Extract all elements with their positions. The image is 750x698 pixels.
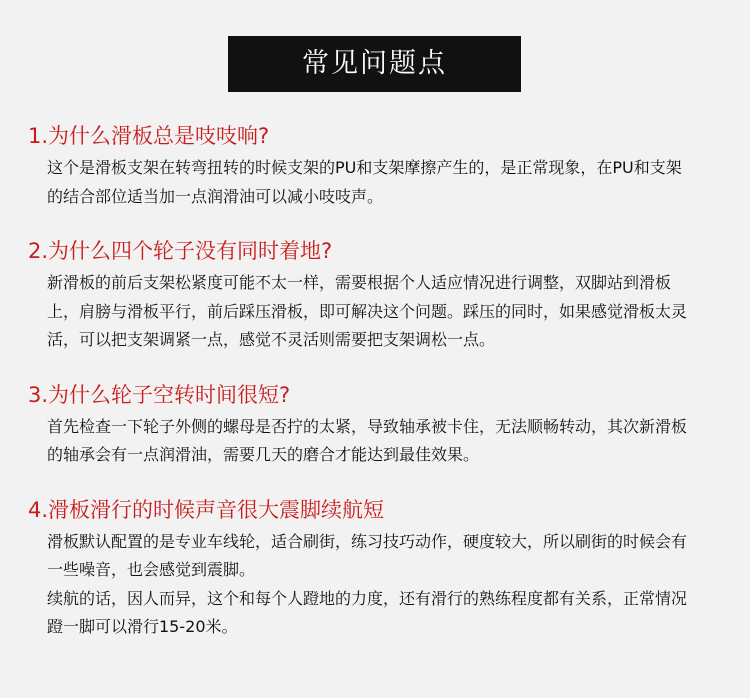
faq-question-3: 3.为什么轮子空转时间很短? bbox=[28, 382, 291, 407]
page-title: 常见问题点 bbox=[228, 36, 521, 92]
faq-answer-4-paragraph-2: 续航的话，因人而异，这个和每个人蹬地的力度，还有滑行的熟练程度都有关系，正常情况蹬一脚可以滑行15-20米。 bbox=[47, 588, 688, 636]
faq-answer-2 bbox=[47, 269, 692, 355]
faq-answer-3-paragraph-1: 首先检查一下轮子外侧的螺母是否拧的太紧，导致轴承被卡住，无法顺畅转动，其次新滑板的轴承会有一点润滑油，需要几天的磨合才能达到最佳效果。 bbox=[47, 416, 688, 464]
faq-question-1: 1.为什么滑板总是吱吱响? bbox=[28, 124, 270, 148]
faq-item-3 bbox=[0, 377, 750, 470]
faq-item-2 bbox=[0, 233, 750, 355]
faq-answer-3 bbox=[47, 413, 692, 470]
faq-answer-4 bbox=[47, 528, 692, 642]
faq-list bbox=[0, 118, 750, 642]
faq-question-4: 4.滑板滑行的时候声音很大震脚续航短 bbox=[28, 497, 385, 522]
faq-answer-2-paragraph-1: 新滑板的前后支架松紧度可能不太一样，需要根据个人适应情况进行调整，双脚站到滑板上，肩膀与滑板平行，前后踩压滑板，即可解决这个问题。踩压的同时，如果感觉滑板太灵活，可以把支架调紧一点，感觉不灵活则需要把支架调松一点。 bbox=[47, 273, 688, 349]
faq-item-4 bbox=[0, 492, 750, 642]
faq-answer-1-paragraph-1: 这个是滑板支架在转弯扭转的时候支架的PU和支架摩擦产生的，是正常现象，在PU和支架的结合部位适当加一点润滑油可以减小吱吱声。 bbox=[47, 158, 682, 206]
faq-item-1 bbox=[0, 118, 750, 211]
faq-answer-4-paragraph-1: 滑板默认配置的是专业车线轮，适合刷街，练习技巧动作，硬度较大，所以刷街的时候会有一些噪音，也会感觉到震脚。 bbox=[47, 531, 688, 579]
faq-answer-1 bbox=[47, 154, 692, 211]
faq-question-2: 2.为什么四个轮子没有同时着地? bbox=[28, 239, 333, 263]
